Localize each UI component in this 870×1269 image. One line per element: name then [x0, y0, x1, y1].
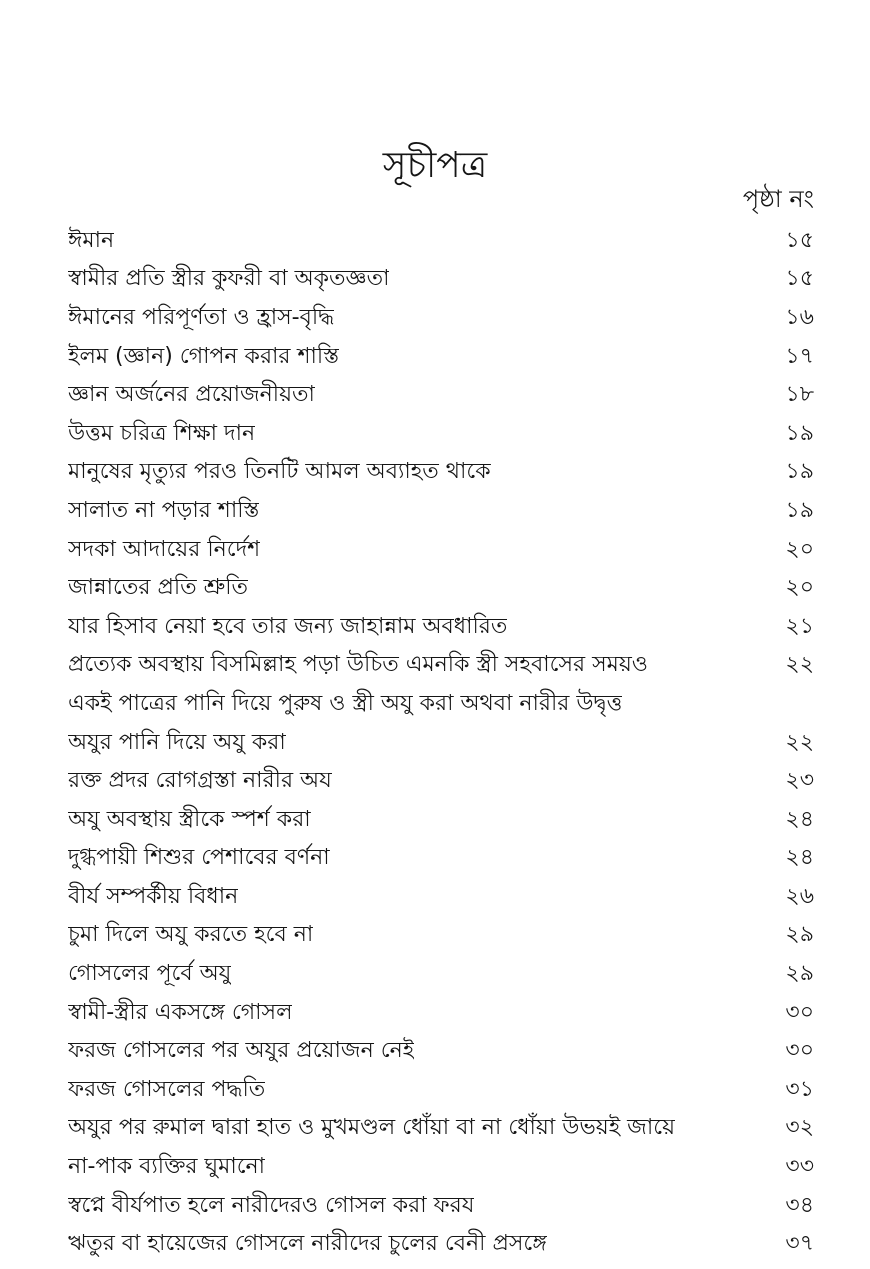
toc-entry-title: অযু অবস্থায় স্ত্রীকে স্পর্শ করা — [68, 806, 311, 832]
toc-entry-page-number: ২৩ — [785, 768, 814, 794]
toc-entry-page-number: ১৭ — [785, 343, 814, 369]
table-of-contents — [68, 222, 814, 1264]
toc-entry — [68, 1225, 814, 1264]
toc-entry-title: স্বপ্নে বীর্যপাত হলে নারীদেরও গোসল করা ফরয — [68, 1192, 475, 1218]
toc-entry-title: ফরজ গোসলের পর অযুর প্রয়োজন নেই — [68, 1038, 415, 1064]
toc-entry — [68, 338, 814, 377]
toc-entry — [68, 647, 814, 686]
toc-entry-title: স্বামী-স্ত্রীর একসঙ্গে গোসল — [68, 999, 293, 1025]
toc-entry-page-number: ২৯ — [785, 922, 814, 948]
toc-entry — [68, 1148, 814, 1187]
toc-entry-page-number: ১৬ — [785, 304, 814, 330]
toc-entry — [68, 917, 814, 956]
toc-entry-title: সদকা আদায়ের নির্দেশ — [68, 536, 261, 562]
toc-entry-title: একই পাত্রের পানি দিয়ে পুরুষ ও স্ত্রী অযু করা অথবা নারীর উদ্বৃত্ত — [68, 690, 623, 716]
toc-entry-page-number: ৩৭ — [785, 1231, 814, 1257]
toc-entry — [68, 261, 814, 300]
toc-entry-page-number: ২২ — [785, 729, 814, 755]
toc-entry-page-number: ২৪ — [785, 845, 814, 871]
toc-entry-page-number: ৩০ — [785, 1038, 814, 1064]
toc-entry-page-number: ২৬ — [785, 883, 814, 909]
toc-entry — [68, 608, 814, 647]
page-title: সূচীপত্র — [382, 145, 488, 187]
toc-entry — [68, 299, 814, 338]
toc-entry-page-number: ২৪ — [785, 806, 814, 832]
toc-entry-title: প্রত্যেক অবস্থায় বিসমিল্লাহ পড়া উচিত এমনকি স্ত্রী সহবাসের সময়ও — [68, 652, 648, 678]
toc-entry-page-number: ১৫ — [785, 266, 814, 292]
toc-entry — [68, 454, 814, 493]
toc-entry-title: ইলম (জ্ঞান) গোপন করার শাস্তি — [68, 343, 340, 369]
toc-entry — [68, 569, 814, 608]
toc-entry-title: ঈমানের পরিপূর্ণতা ও হ্রাস-বৃদ্ধি — [68, 304, 335, 330]
toc-entry-title: সালাত না পড়ার শাস্তি — [68, 497, 260, 523]
toc-entry-title: দুগ্ধপায়ী শিশুর পেশাবের বর্ণনা — [68, 845, 330, 871]
toc-entry — [68, 685, 814, 724]
toc-entry — [68, 1071, 814, 1110]
toc-entry — [68, 1187, 814, 1226]
toc-entry — [68, 376, 814, 415]
toc-entry-title: চুমা দিলে অযু করতে হবে না — [68, 922, 314, 948]
toc-entry-title: গোসলের পূর্বে অযু — [68, 961, 232, 987]
toc-entry-title: উত্তম চরিত্র শিক্ষা দান — [68, 420, 256, 446]
toc-entry-title: ঋতুর বা হায়েজের গোসলে নারীদের চুলের বেনী প্রসঙ্গে — [68, 1231, 547, 1257]
toc-entry — [68, 492, 814, 531]
toc-entry — [68, 531, 814, 570]
toc-entry — [68, 994, 814, 1033]
toc-entry-title: না-পাক ব্যক্তির ঘুমানো — [68, 1154, 266, 1180]
toc-entry-page-number: ১৫ — [785, 227, 814, 253]
toc-entry-page-number: ১৯ — [785, 459, 814, 485]
toc-entry-title: অযুর পানি দিয়ে অযু করা — [68, 729, 286, 755]
toc-entry-title: ঈমান — [68, 227, 115, 253]
toc-entry-page-number: ২০ — [785, 575, 814, 601]
toc-entry-title: রক্ত প্রদর রোগগ্রস্তা নারীর অয — [68, 768, 332, 794]
toc-entry — [68, 878, 814, 917]
toc-entry — [68, 1032, 814, 1071]
toc-entry-page-number: ১৮ — [785, 382, 814, 408]
page-number-column-label: পৃষ্ঠা নং — [742, 185, 814, 213]
toc-entry-title: স্বামীর প্রতি স্ত্রীর কুফরী বা অকৃতজ্ঞতা — [68, 266, 390, 292]
toc-entry-title: বীর্য সম্পর্কীয় বিধান — [68, 883, 239, 909]
toc-entry — [68, 801, 814, 840]
toc-entry-title: জান্নাতের প্রতি শ্রুতি — [68, 575, 249, 601]
toc-entry-page-number: ৩৩ — [785, 1154, 814, 1180]
toc-entry-page-number: ২১ — [785, 613, 814, 639]
toc-entry — [68, 762, 814, 801]
toc-entry — [68, 840, 814, 879]
toc-entry-page-number: ১৯ — [785, 420, 814, 446]
toc-entry-title: ফরজ গোসলের পদ্ধতি — [68, 1076, 266, 1102]
toc-entry-title: জ্ঞান অর্জনের প্রয়োজনীয়তা — [68, 382, 315, 408]
toc-entry-page-number: ৩১ — [785, 1076, 814, 1102]
toc-entry-title: অযুর পর রুমাল দ্বারা হাত ও মুখমণ্ডল ধোঁয়া বা না ধোঁয়া উভয়ই জায়ে — [68, 1115, 676, 1141]
toc-entry — [68, 222, 814, 261]
toc-entry — [68, 724, 814, 763]
toc-entry-title: মানুষের মৃত্যুর পরও তিনটি আমল অব্যাহত থাকে — [68, 459, 491, 485]
toc-entry-title: যার হিসাব নেয়া হবে তার জন্য জাহান্নাম অবধারিত — [68, 613, 508, 639]
toc-entry-page-number: ৩০ — [785, 999, 814, 1025]
toc-entry-page-number: ২৯ — [785, 961, 814, 987]
toc-entry-page-number: ২০ — [785, 536, 814, 562]
toc-entry — [68, 955, 814, 994]
toc-entry-page-number: ২২ — [785, 652, 814, 678]
toc-entry — [68, 415, 814, 454]
toc-entry-page-number: ১৯ — [785, 497, 814, 523]
toc-entry-page-number: ৩২ — [785, 1115, 814, 1141]
toc-entry — [68, 1110, 814, 1149]
toc-entry-page-number: ৩৪ — [785, 1192, 814, 1218]
